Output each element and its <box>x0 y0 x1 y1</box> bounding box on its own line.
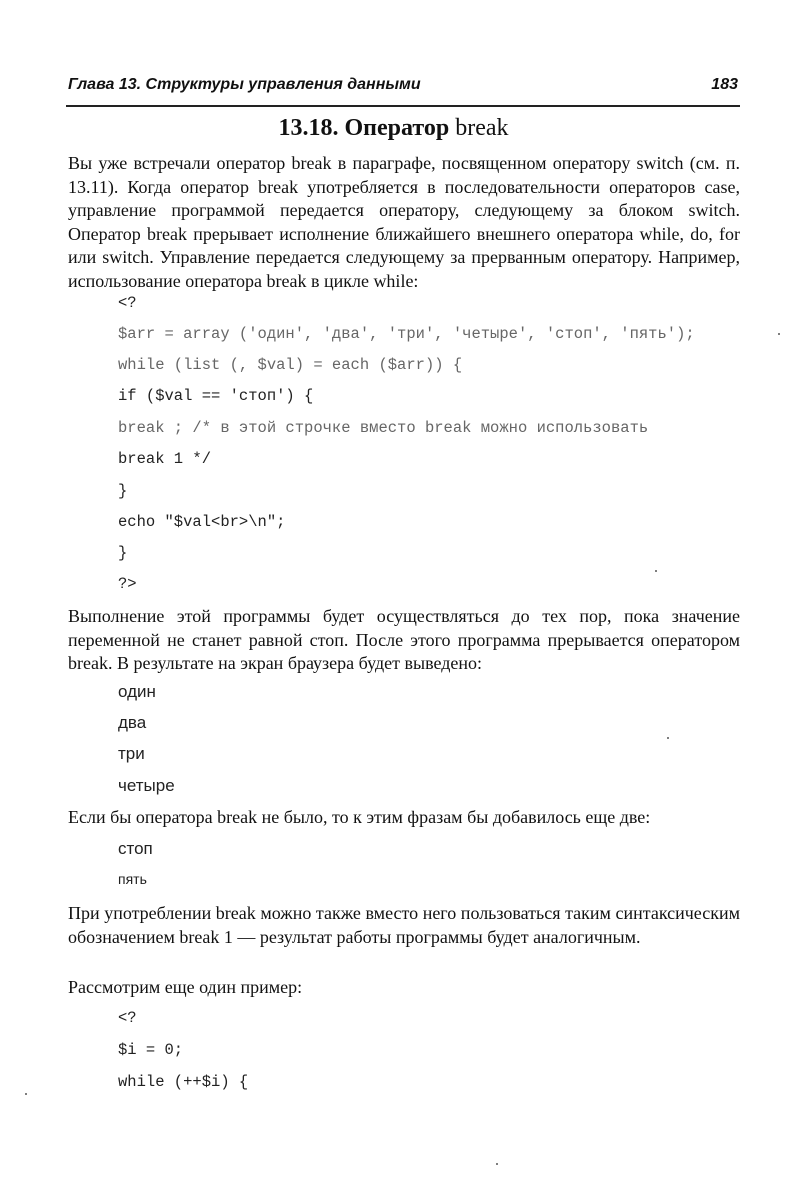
page-number: 183 <box>711 76 738 93</box>
extra-output-line: стоп <box>118 839 153 858</box>
code-line: while (list (, $val) = each ($arr)) { <box>118 356 463 374</box>
code-line: break 1 */ <box>118 450 212 468</box>
section-title-word: Оператор <box>344 115 450 141</box>
explanation-paragraph: Выполнение этой программы будет осуществляться до тех пор, пока значение переменной не станет равной стоп. После этого программа прерывается оператором break. В результате на экран браузера будет выведено: <box>68 606 740 674</box>
without-break-paragraph: Если бы оператора break не было, то к этим фразам бы добавилось еще две: <box>68 807 651 827</box>
section-number: 13.18. <box>278 115 339 141</box>
code-line: } <box>118 544 128 562</box>
code-line: echo "$val<br>\n"; <box>118 513 286 531</box>
section-title <box>0 115 787 142</box>
output-line: три <box>118 744 145 763</box>
section-title-keyword: break <box>455 115 509 141</box>
running-header <box>68 76 738 94</box>
chapter-title: Глава 13. Структуры управления данными <box>68 76 421 93</box>
code-line: } <box>118 482 128 500</box>
scan-speck <box>496 1163 498 1165</box>
scan-speck <box>25 1093 27 1095</box>
code-line: $i = 0; <box>118 1041 184 1059</box>
extra-output-line: пять <box>118 871 147 887</box>
scan-speck <box>667 737 669 739</box>
output-line: четыре <box>118 776 175 795</box>
code-line: ?> <box>118 575 137 593</box>
intro-paragraph: Вы уже встречали оператор break в параграфе, посвященном оператору switch (см. п. 13.11). Когда оператор break употребляется в последовательности операторов case, управление программой передается оператору, следующему за блоком switch. Оператор break прерывает исполнение ближайшего внешнего оператора while, do, for или switch. Управление передается следующему за прерванным оператору. Например, использование оператора break в цикле while: <box>68 153 740 291</box>
output-line: два <box>118 713 147 732</box>
code-line: <? <box>118 1009 137 1027</box>
alternative-paragraph: При употреблении break можно также вместо него пользоваться таким синтаксическим обозначением break 1 — результат работы программы будет аналогичным. <box>68 903 740 947</box>
output-line: один <box>118 682 156 701</box>
code-line: <? <box>118 294 137 312</box>
scan-speck <box>655 570 657 572</box>
code-line: while (++$i) { <box>118 1073 249 1091</box>
header-rule <box>66 105 740 107</box>
code-line: $arr = array ('один', 'два', 'три', 'четыре', 'стоп', 'пять'); <box>118 325 695 343</box>
example-intro-paragraph: Рассмотрим еще один пример: <box>68 977 303 997</box>
scan-speck <box>778 333 780 335</box>
code-line: break ; /* в этой строчке вместо break можно использовать <box>118 419 649 437</box>
code-line: if ($val == 'стоп') { <box>118 387 314 405</box>
